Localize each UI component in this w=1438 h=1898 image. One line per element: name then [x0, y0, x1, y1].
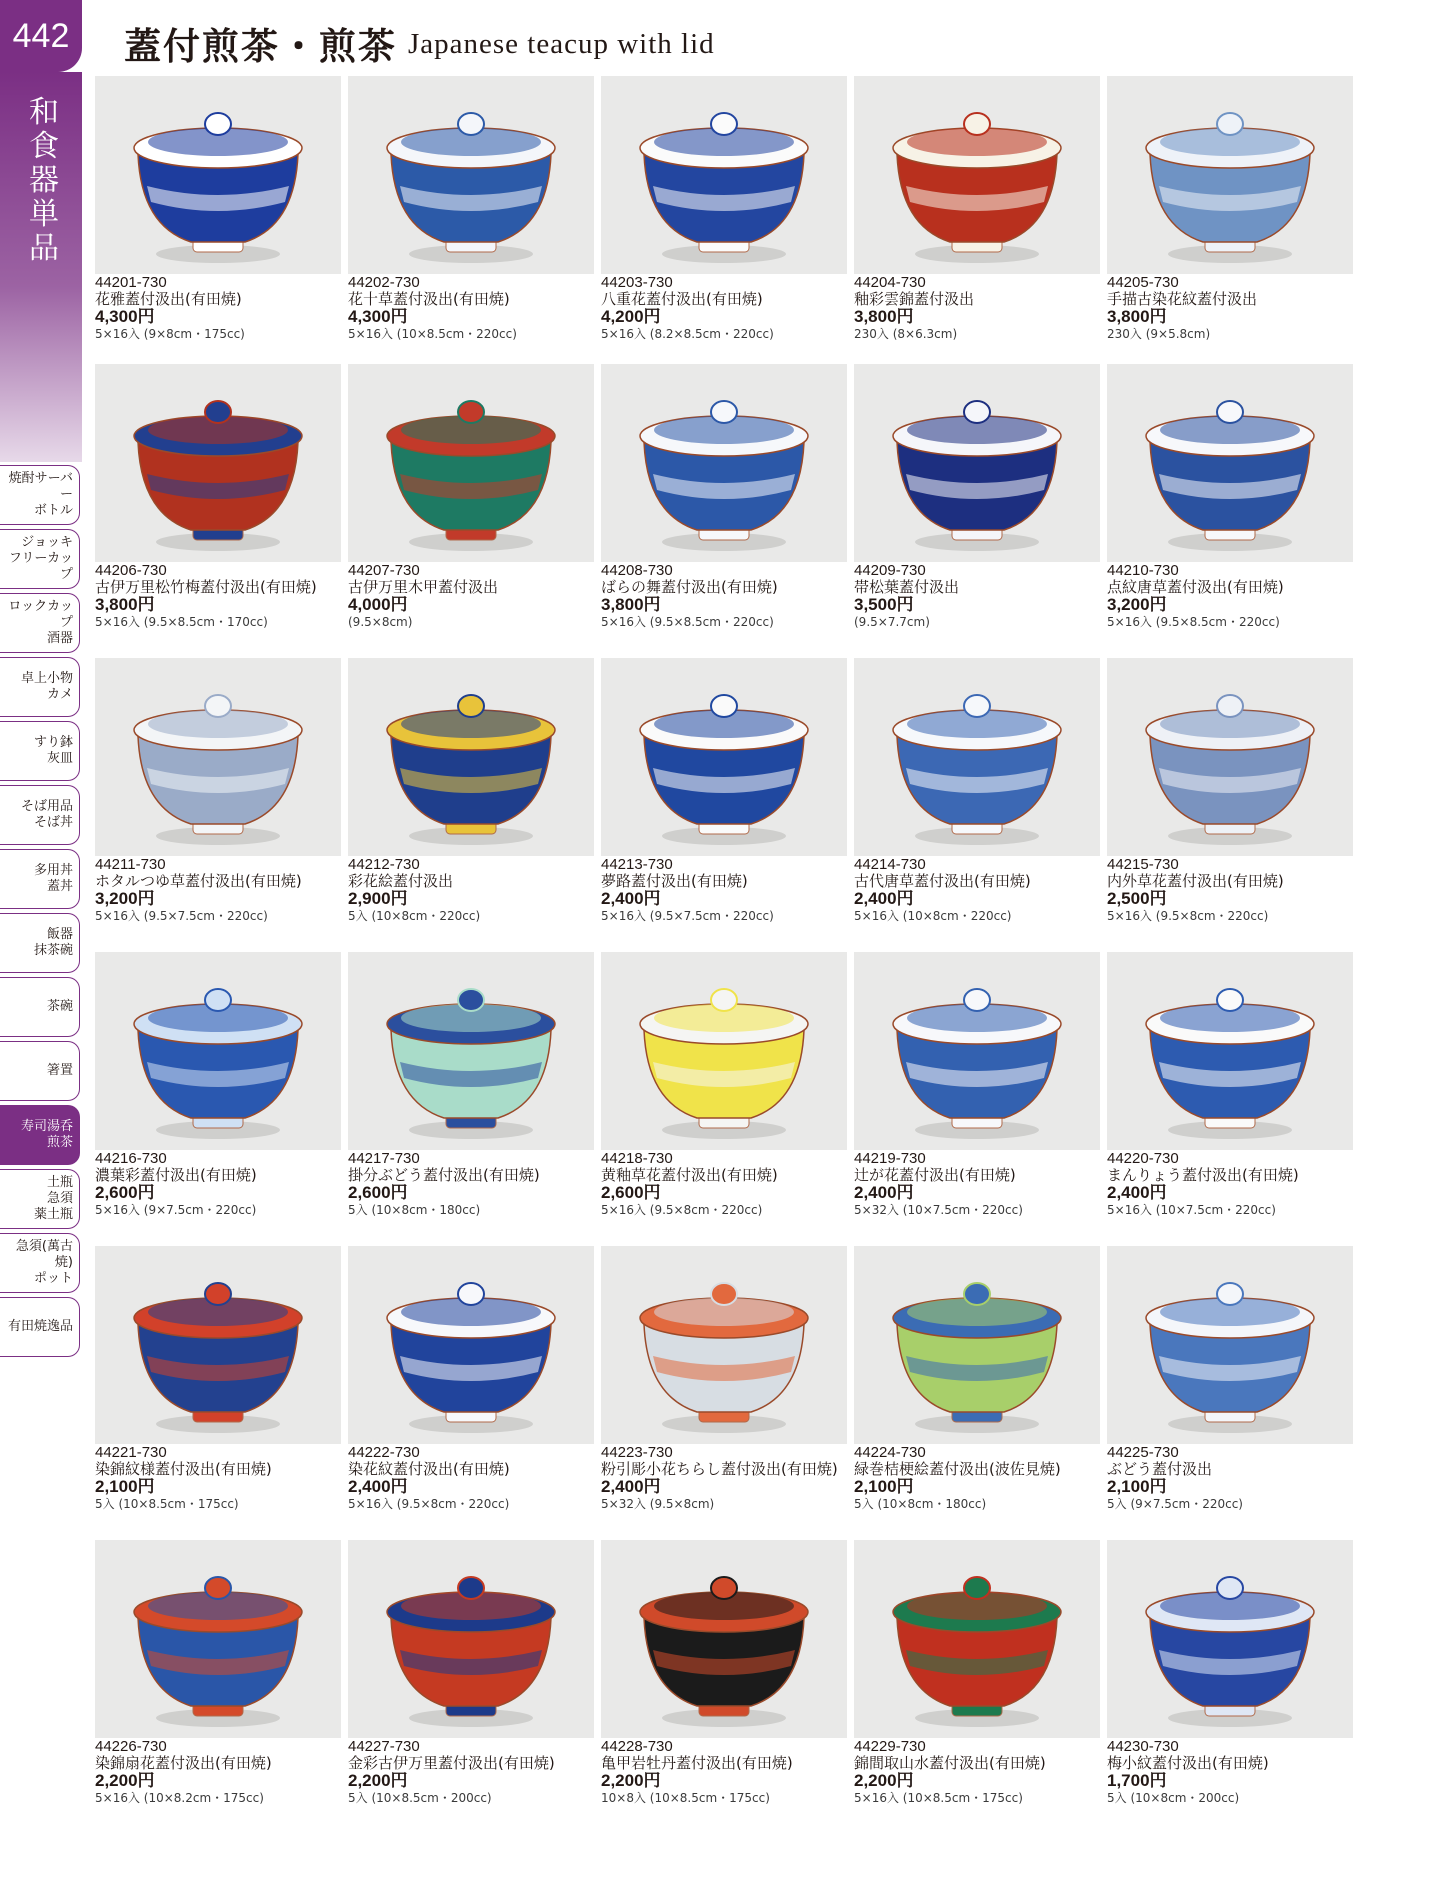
sidebar-tab-label: カメ — [46, 687, 73, 702]
product-card[interactable] — [1107, 364, 1353, 646]
product-price: 2,400円 — [601, 1477, 661, 1496]
lid-knob — [1217, 1577, 1243, 1599]
product-name: 緑巻桔梗絵蓋付汲出(波佐見焼) — [854, 1460, 1061, 1478]
product-name: 梅小紋蓋付汲出(有田焼) — [1107, 1754, 1269, 1772]
sidebar-tab-13[interactable] — [0, 1297, 80, 1357]
product-name: 染花紋蓋付汲出(有田焼) — [348, 1460, 510, 1478]
product-spec: 5×16入 (9.5×7.5cm・220cc) — [601, 909, 774, 923]
product-price: 2,400円 — [854, 889, 914, 908]
sidebar-tab-label: 茶碗 — [46, 999, 73, 1014]
product-card[interactable] — [601, 658, 847, 940]
sidebar-tab-label: 急須 — [46, 1191, 73, 1206]
teacup-illustration — [348, 658, 594, 856]
teacup-illustration — [601, 658, 847, 856]
product-card[interactable] — [1107, 658, 1353, 940]
product-photo — [95, 364, 341, 562]
product-card[interactable] — [95, 952, 341, 1234]
sidebar-tab-label: ジョッキ — [21, 535, 73, 550]
sidebar-tab-0[interactable] — [0, 465, 80, 525]
product-name: ばらの舞蓋付汲出(有田焼) — [601, 578, 778, 596]
sidebar-tab-label: 煎茶 — [46, 1135, 73, 1150]
teacup-illustration — [1107, 658, 1353, 856]
product-code: 44207-730 — [348, 562, 420, 579]
product-code: 44213-730 — [601, 856, 673, 873]
sidebar-category-char: 品 — [29, 231, 59, 266]
product-price: 2,200円 — [601, 1771, 661, 1790]
product-name: 古代唐草蓋付汲出(有田焼) — [854, 872, 1031, 890]
teacup-illustration — [601, 952, 847, 1150]
product-card[interactable] — [348, 76, 594, 358]
sidebar-tab-label: ポット — [33, 1271, 73, 1286]
sidebar-tab-4[interactable] — [0, 721, 80, 781]
lid-knob — [205, 113, 231, 135]
teacup-illustration — [854, 1246, 1100, 1444]
sidebar-tab-label: 多用丼 — [33, 863, 73, 878]
product-name: 古伊万里松竹梅蓋付汲出(有田焼) — [95, 578, 317, 596]
product-code: 44228-730 — [601, 1738, 673, 1755]
product-price: 2,200円 — [95, 1771, 155, 1790]
product-card[interactable] — [348, 1540, 594, 1822]
product-spec: 5×16入 (10×8cm・220cc) — [854, 909, 1012, 923]
lid-knob — [711, 695, 737, 717]
page-number: 442 — [0, 0, 82, 72]
lid-knob — [205, 401, 231, 423]
lid-knob — [711, 1283, 737, 1305]
product-code: 44203-730 — [601, 274, 673, 291]
teacup-illustration — [601, 1540, 847, 1738]
product-name: ホタルつゆ草蓋付汲出(有田焼) — [95, 872, 302, 890]
product-code: 44221-730 — [95, 1444, 167, 1461]
lid-knob — [1217, 695, 1243, 717]
product-spec: 5入 (9×7.5cm・220cc) — [1107, 1497, 1243, 1511]
teacup-illustration — [95, 364, 341, 562]
product-price: 2,900円 — [348, 889, 408, 908]
product-photo — [601, 952, 847, 1150]
product-photo — [1107, 364, 1353, 562]
product-spec: 5×16入 (10×7.5cm・220cc) — [1107, 1203, 1276, 1217]
lid-knob — [964, 989, 990, 1011]
product-name: 手描古染花紋蓋付汲出 — [1107, 290, 1258, 308]
product-card[interactable] — [601, 952, 847, 1234]
sidebar-category-char: 和 — [29, 95, 59, 130]
sidebar-tab-label: フリーカップ — [8, 551, 73, 582]
lid-knob — [1217, 1283, 1243, 1305]
product-price: 2,600円 — [95, 1183, 155, 1202]
sidebar-category-char: 器 — [29, 163, 59, 198]
sidebar-tab-11[interactable] — [0, 1169, 80, 1229]
product-name: 亀甲岩牡丹蓋付汲出(有田焼) — [601, 1754, 793, 1772]
product-photo — [854, 952, 1100, 1150]
teacup-illustration — [95, 952, 341, 1150]
product-photo — [601, 1540, 847, 1738]
product-photo — [1107, 952, 1353, 1150]
product-card[interactable] — [854, 76, 1100, 358]
product-card[interactable] — [348, 658, 594, 940]
product-spec: 5×16入 (10×8.2cm・175cc) — [95, 1791, 264, 1805]
product-price: 2,100円 — [95, 1477, 155, 1496]
teacup-illustration — [348, 364, 594, 562]
product-code: 44224-730 — [854, 1444, 926, 1461]
page-title: 蓋付煎茶・煎茶 — [124, 24, 397, 68]
product-price: 2,100円 — [1107, 1477, 1167, 1496]
teacup-illustration — [854, 658, 1100, 856]
product-price: 3,800円 — [854, 307, 914, 326]
lid-knob — [964, 695, 990, 717]
product-price: 4,300円 — [95, 307, 155, 326]
product-code: 44217-730 — [348, 1150, 420, 1167]
product-card[interactable] — [854, 658, 1100, 940]
sidebar-tab-2[interactable] — [0, 593, 80, 653]
product-code: 44229-730 — [854, 1738, 926, 1755]
product-spec: (9.5×7.7cm) — [854, 615, 930, 629]
product-name: 粉引彫小花ちらし蓋付汲出(有田焼) — [601, 1460, 838, 1478]
teacup-illustration — [854, 364, 1100, 562]
teacup-illustration — [1107, 364, 1353, 562]
teacup-illustration — [601, 364, 847, 562]
sidebar-tab-1[interactable] — [0, 529, 80, 589]
product-spec: 5×16入 (10×8.5cm・220cc) — [348, 327, 517, 341]
product-code: 44222-730 — [348, 1444, 420, 1461]
product-name: 濃葉彩蓋付汲出(有田焼) — [95, 1166, 257, 1184]
product-name: 夢路蓋付汲出(有田焼) — [601, 872, 748, 890]
sidebar-tab-label: 急須(萬古焼) — [15, 1239, 73, 1270]
product-name: 彩花絵蓋付汲出 — [348, 872, 454, 890]
product-code: 44211-730 — [95, 856, 166, 873]
lid-knob — [205, 1283, 231, 1305]
product-price: 2,500円 — [1107, 889, 1167, 908]
product-spec: 5×16入 (9.5×8.5cm・220cc) — [1107, 615, 1280, 629]
lid-knob — [458, 989, 484, 1011]
teacup-illustration — [854, 952, 1100, 1150]
product-photo — [348, 76, 594, 274]
product-name: 掛分ぶどう蓋付汲出(有田焼) — [348, 1166, 540, 1184]
lid-knob — [711, 1577, 737, 1599]
product-photo — [601, 364, 847, 562]
teacup-illustration — [1107, 76, 1353, 274]
product-card[interactable] — [95, 364, 341, 646]
product-spec: 5×16入 (9.5×8cm・220cc) — [1107, 909, 1269, 923]
product-price: 2,400円 — [601, 889, 661, 908]
product-spec: 5×16入 (9.5×8cm・220cc) — [348, 1497, 510, 1511]
product-photo — [348, 1540, 594, 1738]
sidebar-category-char: 単 — [29, 197, 59, 232]
product-spec: 5入 (10×8cm・180cc) — [348, 1203, 481, 1217]
product-card[interactable] — [348, 1246, 594, 1528]
product-code: 44220-730 — [1107, 1150, 1179, 1167]
teacup-illustration — [348, 952, 594, 1150]
product-photo — [95, 1246, 341, 1444]
lid-knob — [964, 1283, 990, 1305]
product-name: 古伊万里木甲蓋付汲出 — [348, 578, 499, 596]
product-code: 44202-730 — [348, 274, 420, 291]
product-photo — [95, 952, 341, 1150]
product-name: 花雅蓋付汲出(有田焼) — [95, 290, 242, 308]
sidebar-tab-label: 寿司湯呑 — [20, 1119, 73, 1134]
lid-knob — [1217, 989, 1243, 1011]
sidebar-tab-label: 焼酎サーバー — [8, 471, 73, 502]
product-photo — [348, 1246, 594, 1444]
lid-knob — [458, 1283, 484, 1305]
product-spec: 5×16入 (9.5×7.5cm・220cc) — [95, 909, 268, 923]
sidebar-tab-3[interactable] — [0, 657, 80, 717]
product-spec: (9.5×8cm) — [348, 615, 413, 629]
product-price: 2,600円 — [601, 1183, 661, 1202]
product-code: 44205-730 — [1107, 274, 1179, 291]
lid-knob — [964, 401, 990, 423]
product-code: 44204-730 — [854, 274, 926, 291]
product-card[interactable] — [601, 1540, 847, 1822]
sidebar-tabs — [0, 465, 82, 1361]
sidebar-tab-12[interactable] — [0, 1233, 80, 1293]
product-card[interactable] — [95, 1246, 341, 1528]
product-photo — [95, 76, 341, 274]
product-name: 帯松葉蓋付汲出 — [854, 578, 960, 596]
product-spec: 5×16入 (9×8cm・175cc) — [95, 327, 245, 341]
product-code: 44223-730 — [601, 1444, 673, 1461]
sidebar-tab-label: 酒器 — [46, 631, 73, 646]
teacup-illustration — [854, 1540, 1100, 1738]
product-spec: 5×16入 (8.2×8.5cm・220cc) — [601, 327, 774, 341]
product-spec: 5×16入 (9.5×8cm・220cc) — [601, 1203, 763, 1217]
lid-knob — [458, 113, 484, 135]
product-price: 3,800円 — [1107, 307, 1167, 326]
product-photo — [348, 364, 594, 562]
product-code: 44210-730 — [1107, 562, 1179, 579]
product-code: 44227-730 — [348, 1738, 420, 1755]
product-spec: 230入 (8×6.3cm) — [854, 327, 958, 341]
product-spec: 5入 (10×8cm・180cc) — [854, 1497, 987, 1511]
product-price: 2,200円 — [854, 1771, 914, 1790]
product-photo — [854, 1540, 1100, 1738]
product-photo — [601, 1246, 847, 1444]
lid-knob — [458, 1577, 484, 1599]
lid-knob — [205, 1577, 231, 1599]
product-photo — [95, 658, 341, 856]
teacup-illustration — [95, 76, 341, 274]
product-price: 2,400円 — [854, 1183, 914, 1202]
lid-knob — [205, 695, 231, 717]
product-price: 3,800円 — [95, 595, 155, 614]
sidebar-tab-label: 卓上小物 — [20, 671, 73, 686]
teacup-illustration — [348, 1540, 594, 1738]
product-name: 染錦紋様蓋付汲出(有田焼) — [95, 1460, 272, 1478]
sidebar-tab-label: 有田焼逸品 — [7, 1319, 73, 1334]
product-spec: 5×16入 (10×8.5cm・175cc) — [854, 1791, 1023, 1805]
teacup-illustration — [95, 1540, 341, 1738]
product-name: 内外草花蓋付汲出(有田焼) — [1107, 872, 1284, 890]
sidebar-category-char: 食 — [29, 129, 59, 164]
product-photo — [601, 658, 847, 856]
sidebar-category — [28, 96, 60, 266]
product-name: 黄釉草花蓋付汲出(有田焼) — [601, 1166, 778, 1184]
product-code: 44226-730 — [95, 1738, 167, 1755]
sidebar-tab-6[interactable] — [0, 849, 80, 909]
product-name: まんりょう蓋付汲出(有田焼) — [1107, 1166, 1299, 1184]
product-price: 4,200円 — [601, 307, 661, 326]
sidebar-tab-7[interactable] — [0, 913, 80, 973]
lid-knob — [711, 401, 737, 423]
lid-knob — [711, 989, 737, 1011]
product-code: 44225-730 — [1107, 1444, 1179, 1461]
product-card[interactable] — [601, 76, 847, 358]
product-spec: 5×32入 (10×7.5cm・220cc) — [854, 1203, 1023, 1217]
product-name: 辻が花蓋付汲出(有田焼) — [854, 1166, 1016, 1184]
teacup-illustration — [601, 76, 847, 274]
teacup-illustration — [95, 658, 341, 856]
lid-knob — [1217, 113, 1243, 135]
product-price: 3,200円 — [1107, 595, 1167, 614]
product-photo — [1107, 76, 1353, 274]
product-card[interactable] — [95, 76, 341, 358]
product-spec: 5入 (10×8.5cm・200cc) — [348, 1791, 492, 1805]
product-code: 44215-730 — [1107, 856, 1179, 873]
product-name: ぶどう蓋付汲出 — [1107, 1460, 1213, 1478]
product-price: 2,200円 — [348, 1771, 408, 1790]
sidebar-tab-label: ロックカップ — [8, 599, 73, 630]
product-code: 44219-730 — [854, 1150, 926, 1167]
product-name: 染錦扇花蓋付汲出(有田焼) — [95, 1754, 272, 1772]
product-name: 点紋唐草蓋付汲出(有田焼) — [1107, 578, 1284, 596]
product-name: 釉彩雲錦蓋付汲出 — [854, 290, 975, 308]
product-photo — [348, 658, 594, 856]
product-code: 44209-730 — [854, 562, 926, 579]
product-code: 44206-730 — [95, 562, 167, 579]
product-photo — [854, 364, 1100, 562]
product-card[interactable] — [348, 952, 594, 1234]
product-card[interactable] — [854, 952, 1100, 1234]
product-photo — [95, 1540, 341, 1738]
product-card[interactable] — [1107, 1540, 1353, 1822]
product-spec: 5入 (10×8.5cm・175cc) — [95, 1497, 239, 1511]
teacup-illustration — [348, 1246, 594, 1444]
product-code: 44212-730 — [348, 856, 420, 873]
sidebar-tab-label: 蓋丼 — [46, 879, 73, 894]
product-name: 金彩古伊万里蓋付汲出(有田焼) — [348, 1754, 555, 1772]
product-photo — [1107, 1246, 1353, 1444]
sidebar-tab-label: 薬土瓶 — [33, 1207, 73, 1222]
product-code: 44208-730 — [601, 562, 673, 579]
product-photo — [854, 658, 1100, 856]
product-name: 八重花蓋付汲出(有田焼) — [601, 290, 763, 308]
lid-knob — [964, 113, 990, 135]
product-photo — [601, 76, 847, 274]
sidebar-tab-5[interactable] — [0, 785, 80, 845]
sidebar-tab-9[interactable] — [0, 1041, 80, 1101]
sidebar-tab-label: ボトル — [33, 503, 73, 518]
product-price: 4,000円 — [348, 595, 408, 614]
product-code: 44230-730 — [1107, 1738, 1179, 1755]
product-photo — [854, 76, 1100, 274]
product-card[interactable] — [1107, 76, 1353, 358]
product-price: 3,200円 — [95, 889, 155, 908]
product-price: 3,800円 — [601, 595, 661, 614]
sidebar-tab-label: 飯器 — [46, 927, 73, 942]
lid-knob — [205, 989, 231, 1011]
lid-knob — [964, 1577, 990, 1599]
product-spec: 5×32入 (9.5×8cm) — [601, 1497, 715, 1511]
product-card[interactable] — [95, 658, 341, 940]
teacup-illustration — [1107, 1246, 1353, 1444]
sidebar-tab-label: そば用品 — [20, 799, 73, 814]
product-card[interactable] — [601, 364, 847, 646]
product-name: 花十草蓋付汲出(有田焼) — [348, 290, 510, 308]
teacup-illustration — [601, 1246, 847, 1444]
product-card[interactable] — [854, 1540, 1100, 1822]
product-code: 44218-730 — [601, 1150, 673, 1167]
product-spec: 10×8入 (10×8.5cm・175cc) — [601, 1791, 770, 1805]
product-card[interactable] — [854, 1246, 1100, 1528]
sidebar-tab-label: 箸置 — [46, 1063, 73, 1078]
product-card[interactable] — [348, 364, 594, 646]
product-spec: 5×16入 (9.5×8.5cm・220cc) — [601, 615, 774, 629]
product-photo — [854, 1246, 1100, 1444]
product-spec: 5入 (10×8cm・220cc) — [348, 909, 481, 923]
product-card[interactable] — [601, 1246, 847, 1528]
page-title-english: Japanese teacup with lid — [408, 28, 715, 60]
sidebar-tab-10[interactable] — [0, 1105, 80, 1165]
product-price: 2,600円 — [348, 1183, 408, 1202]
product-spec: 5入 (10×8cm・200cc) — [1107, 1791, 1240, 1805]
sidebar-tab-label: 土瓶 — [46, 1175, 73, 1190]
product-card[interactable] — [1107, 1246, 1353, 1528]
product-photo — [348, 952, 594, 1150]
teacup-illustration — [1107, 952, 1353, 1150]
teacup-illustration — [95, 1246, 341, 1444]
product-code: 44214-730 — [854, 856, 926, 873]
product-price: 1,700円 — [1107, 1771, 1167, 1790]
product-spec: 230入 (9×5.8cm) — [1107, 327, 1211, 341]
lid-knob — [458, 695, 484, 717]
sidebar-tab-label: すり鉢 — [33, 735, 73, 750]
product-spec: 5×16入 (9×7.5cm・220cc) — [95, 1203, 257, 1217]
sidebar-tab-label: そば丼 — [33, 815, 73, 830]
product-price: 2,400円 — [348, 1477, 408, 1496]
product-photo — [1107, 1540, 1353, 1738]
product-card[interactable] — [854, 364, 1100, 646]
product-price: 2,400円 — [1107, 1183, 1167, 1202]
sidebar-tab-label: 抹茶碗 — [33, 943, 73, 958]
teacup-illustration — [854, 76, 1100, 274]
teacup-illustration — [348, 76, 594, 274]
product-price: 3,500円 — [854, 595, 914, 614]
product-price: 4,300円 — [348, 307, 408, 326]
product-code: 44216-730 — [95, 1150, 167, 1167]
product-spec: 5×16入 (9.5×8.5cm・170cc) — [95, 615, 268, 629]
lid-knob — [711, 113, 737, 135]
product-photo — [1107, 658, 1353, 856]
product-code: 44201-730 — [95, 274, 167, 291]
product-card[interactable] — [95, 1540, 341, 1822]
product-price: 2,100円 — [854, 1477, 914, 1496]
teacup-illustration — [1107, 1540, 1353, 1738]
sidebar-tab-label: 灰皿 — [46, 751, 73, 766]
lid-knob — [1217, 401, 1243, 423]
product-name: 錦間取山水蓋付汲出(有田焼) — [854, 1754, 1046, 1772]
lid-knob — [458, 401, 484, 423]
sidebar-tab-8[interactable] — [0, 977, 80, 1037]
product-card[interactable] — [1107, 952, 1353, 1234]
